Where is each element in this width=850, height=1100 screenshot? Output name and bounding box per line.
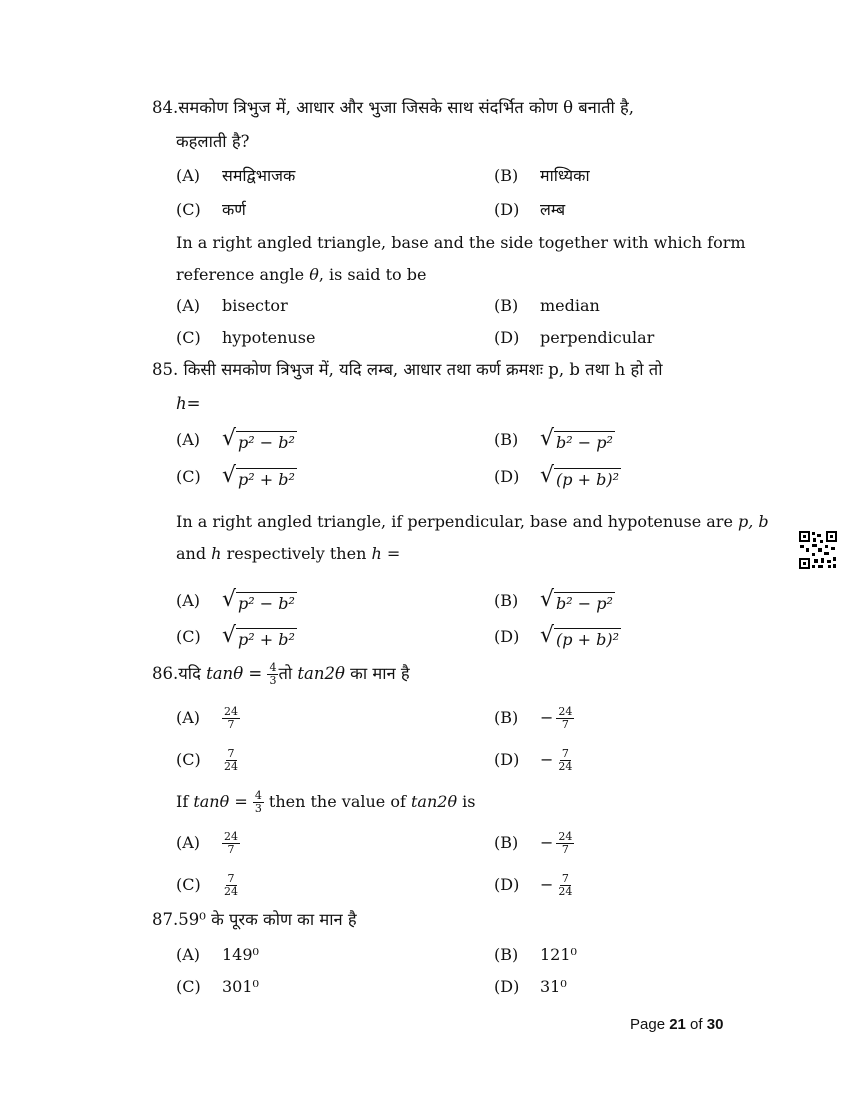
- text-segment: reference angle: [176, 265, 310, 284]
- text-segment: , is said to be: [318, 265, 427, 284]
- math-symbol: θ: [309, 265, 319, 284]
- option-label: (C): [176, 750, 201, 769]
- option-label: (B): [494, 166, 519, 185]
- fraction: $\frac{7}{24}$: [558, 747, 573, 773]
- option-text: hypotenuse: [222, 328, 316, 347]
- q85-hi-option-b[interactable]: [494, 428, 615, 453]
- option-label: (A): [176, 296, 201, 315]
- q86-en-option-d[interactable]: (D) − $\frac{7}{24}$: [494, 872, 573, 898]
- sqrt-expression: √ (p + b)²: [540, 623, 619, 649]
- text-segment: का मान है: [344, 664, 410, 683]
- sqrt-expression: √ p² − b²: [222, 587, 295, 613]
- text-segment: respectively then: [221, 544, 372, 563]
- fraction: $\frac{4}{3}$: [254, 789, 262, 815]
- math-expression: tanθ =: [206, 664, 268, 683]
- q86-en-option-a[interactable]: [176, 831, 240, 856]
- q86-hi-option-c[interactable]: [176, 748, 240, 773]
- option-text: 31⁰: [540, 977, 567, 996]
- option-label: (C): [176, 328, 201, 347]
- option-label: (D): [494, 750, 520, 769]
- option-label: (D): [494, 328, 520, 347]
- option-label: (B): [494, 708, 519, 727]
- q84-en-option-c[interactable]: [176, 328, 315, 348]
- q85-en-option-c[interactable]: [176, 625, 297, 650]
- fraction: $\frac{7}{24}$: [224, 872, 238, 898]
- option-label: (B): [494, 945, 519, 964]
- math-symbol: h: [211, 544, 222, 563]
- sqrt-expression: √ p² − b²: [222, 426, 295, 452]
- fraction: $\frac{7}{24}$: [558, 872, 573, 898]
- option-label: (A): [176, 708, 201, 727]
- q86-english-line: [176, 790, 476, 815]
- option-label: (C): [176, 627, 201, 646]
- option-text: समद्विभाजक: [222, 166, 296, 185]
- q84-english-line1: In a right angled triangle, base and the side together with which form: [176, 233, 746, 252]
- q85-en-option-d[interactable]: [494, 625, 621, 650]
- option-label: (D): [494, 467, 520, 486]
- q86-en-option-c[interactable]: [176, 873, 240, 898]
- q86-hi-option-b[interactable]: (B) − $\frac{24}{7}$: [494, 705, 573, 731]
- fraction: $\frac{24}{7}$: [558, 830, 573, 856]
- q87-option-b[interactable]: [494, 945, 577, 965]
- sqrt-expression: √ b² − p²: [540, 426, 613, 452]
- q86-hi-option-d[interactable]: (D) − $\frac{7}{24}$: [494, 747, 573, 773]
- q85-english-line2: [176, 544, 400, 564]
- q87-option-a[interactable]: [176, 945, 259, 965]
- sqrt-expression: √ p² + b²: [222, 463, 295, 489]
- q85-en-option-a[interactable]: [176, 589, 297, 614]
- q86-en-option-b[interactable]: (B) − $\frac{24}{7}$: [494, 830, 573, 856]
- math-symbol: p, b: [738, 512, 769, 531]
- text-segment: तो: [278, 664, 298, 683]
- option-label: (B): [494, 591, 519, 610]
- q85-en-option-b[interactable]: [494, 589, 615, 614]
- option-text: median: [540, 296, 600, 315]
- option-label: (D): [494, 200, 520, 219]
- q84-hi-option-b[interactable]: [494, 166, 590, 186]
- text-segment: is: [457, 792, 476, 811]
- option-label: (C): [176, 977, 201, 996]
- q85-hindi-line1: 85. किसी समकोण त्रिभुज में, यदि लम्ब, आधार तथा कर्ण क्रमशः p, b तथा h हो तो: [152, 360, 663, 379]
- sqrt-expression: √ p² + b²: [222, 623, 295, 649]
- q87-option-d[interactable]: [494, 977, 567, 997]
- option-text: कर्ण: [222, 200, 246, 219]
- q84-hindi-line2: कहलाती है?: [176, 132, 250, 151]
- q85-hi-option-d[interactable]: [494, 465, 621, 490]
- fraction: $\frac{4}{3}$: [269, 661, 277, 687]
- option-text: bisector: [222, 296, 288, 315]
- fraction: $\frac{7}{24}$: [224, 747, 238, 773]
- sqrt-expression: √ b² − p²: [540, 587, 613, 613]
- sqrt-expression: √ (p + b)²: [540, 463, 619, 489]
- option-label: (A): [176, 430, 201, 449]
- q84-hi-option-d[interactable]: [494, 200, 565, 220]
- math-symbol: h =: [371, 544, 401, 563]
- page-number: Page 21 of 30: [630, 1016, 724, 1033]
- q84-hi-option-c[interactable]: [176, 200, 246, 220]
- option-text: माध्यिका: [540, 166, 590, 185]
- text-segment: 86.यदि: [152, 664, 207, 683]
- q84-hindi-line1: 84.समकोण त्रिभुज में, आधार और भुजा जिसके साथ संदर्भित कोण θ बनाती है,: [152, 98, 635, 117]
- option-label: (D): [494, 627, 520, 646]
- q84-en-option-d[interactable]: [494, 328, 654, 348]
- q85-hi-option-a[interactable]: [176, 428, 297, 453]
- option-text: 301⁰: [222, 977, 259, 996]
- option-label: (C): [176, 875, 201, 894]
- math-expression: tanθ =: [193, 792, 253, 811]
- qr-code-icon: [798, 530, 838, 570]
- fraction: $\frac{24}{7}$: [558, 705, 573, 731]
- q84-english-line2: [176, 265, 426, 285]
- option-label: (A): [176, 945, 201, 964]
- q85-english-line1: [176, 512, 769, 532]
- q84-en-option-a[interactable]: [176, 296, 288, 316]
- option-label: (A): [176, 591, 201, 610]
- option-text: 149⁰: [222, 945, 259, 964]
- text-segment: and: [176, 544, 212, 563]
- math-expression: tan2θ: [410, 792, 458, 811]
- q87-option-c[interactable]: [176, 977, 259, 997]
- q84-en-option-b[interactable]: [494, 296, 600, 316]
- option-text: लम्ब: [540, 200, 566, 219]
- option-label: (B): [494, 833, 519, 852]
- q85-hi-option-c[interactable]: [176, 465, 297, 490]
- fraction: $\frac{24}{7}$: [224, 705, 238, 731]
- option-label: (B): [494, 296, 519, 315]
- fraction: $\frac{24}{7}$: [224, 830, 238, 856]
- math-expression: tan2θ: [297, 664, 345, 683]
- option-label: (A): [176, 166, 201, 185]
- q86-hindi-line: [152, 662, 410, 687]
- option-label: (D): [494, 875, 520, 894]
- option-text: 121⁰: [540, 945, 577, 964]
- q84-hi-option-a[interactable]: [176, 166, 295, 186]
- q87-hindi-line: 87.59⁰ के पूरक कोण का मान है: [152, 910, 357, 929]
- option-label: (C): [176, 200, 201, 219]
- option-text: perpendicular: [540, 328, 655, 347]
- option-label: (C): [176, 467, 201, 486]
- option-label: (A): [176, 833, 201, 852]
- text-segment: If: [176, 792, 194, 811]
- option-label: (B): [494, 430, 519, 449]
- q85-hindi-line2: h=: [176, 394, 201, 413]
- option-label: (D): [494, 977, 520, 996]
- text-segment: then the value of: [263, 792, 411, 811]
- text-segment: In a right angled triangle, if perpendicular, base and hypotenuse are: [176, 512, 738, 531]
- q86-hi-option-a[interactable]: [176, 706, 240, 731]
